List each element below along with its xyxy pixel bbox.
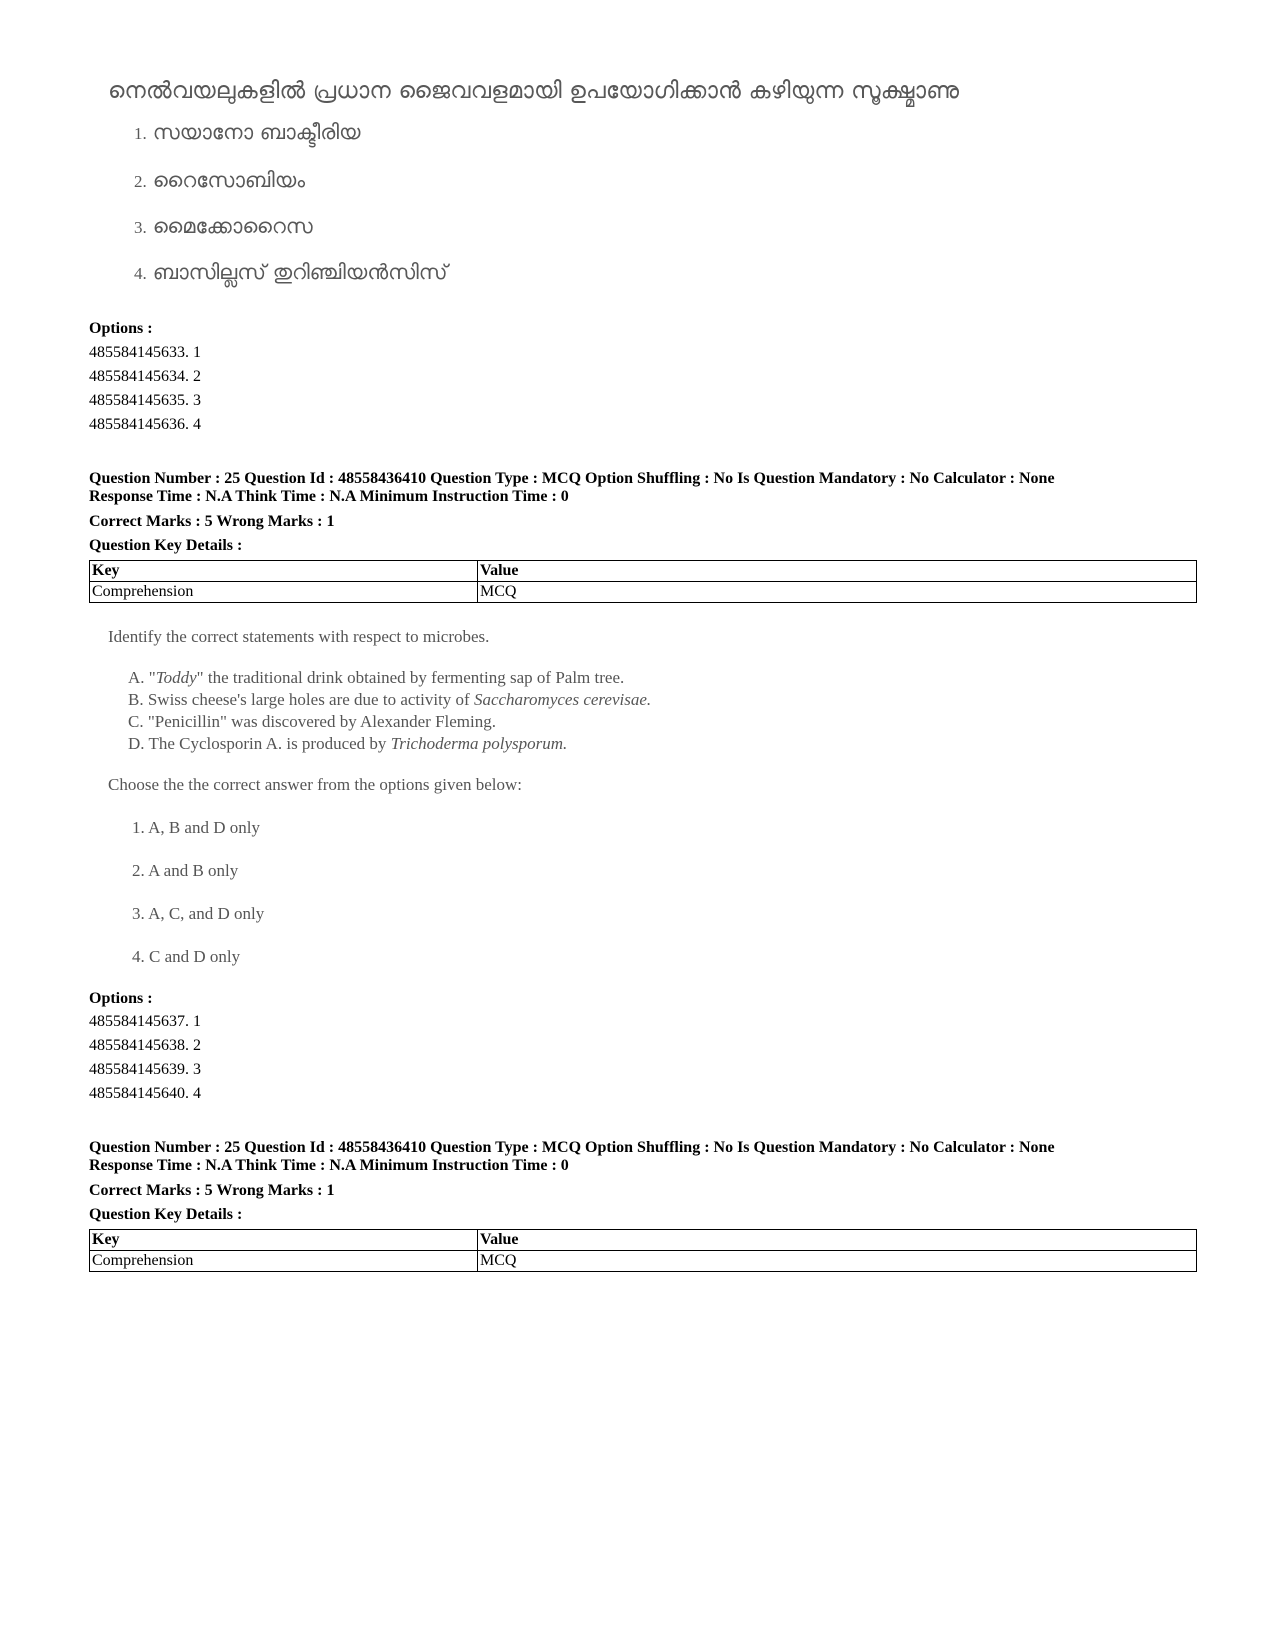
question-meta <box>89 1139 1199 1175</box>
table-header-row <box>90 561 1197 582</box>
choice-4 <box>134 260 448 285</box>
choice-1 <box>134 120 360 145</box>
table-header-value: Value <box>478 561 1197 582</box>
choice-2 <box>132 861 238 881</box>
statement-italic: Saccharomyces cerevisae. <box>473 690 652 709</box>
choice-text: A and B only <box>148 861 239 880</box>
statement-c: C. "Penicillin" was discovered by Alexander Fleming. <box>128 712 496 731</box>
question-meta-line1: Question Number : 25 Question Id : 48558436410 Question Type : MCQ Option Shuffling : No Is Question Mandatory : No Calculator : None <box>89 1139 1055 1156</box>
key-details-label: Question Key Details : <box>89 1206 243 1223</box>
question-stem: Identify the correct statements with respect to microbes. <box>108 627 490 646</box>
choice-number: 1. <box>134 124 147 143</box>
choice-4 <box>132 947 240 967</box>
choice-3 <box>132 904 264 924</box>
statement-d <box>128 734 567 754</box>
statement-text: A. " <box>128 668 156 687</box>
choice-number: 2. <box>134 172 147 191</box>
option-item: 485584145633. 1 <box>89 344 201 361</box>
table-row <box>90 1251 1197 1272</box>
option-item: 485584145639. 3 <box>89 1061 201 1078</box>
table-cell-value: MCQ <box>478 582 1197 603</box>
statement-text: D. The Cyclosporin A. is produced by <box>128 734 391 753</box>
choice-number: 4. <box>132 947 145 966</box>
statement-italic: Toddy <box>155 668 197 687</box>
options-label: Options : <box>89 990 153 1007</box>
table-header-key: Key <box>90 1230 478 1251</box>
choice-text: റൈസോബിയം <box>152 168 305 192</box>
option-item: 485584145636. 4 <box>89 416 201 433</box>
choice-number: 3. <box>132 904 145 923</box>
choose-instruction: Choose the the correct answer from the options given below: <box>108 775 523 794</box>
choice-text: A, C, and D only <box>148 904 265 923</box>
table-header-value: Value <box>478 1230 1197 1251</box>
choice-number: 3. <box>134 218 147 237</box>
choice-1 <box>132 818 260 838</box>
marks-line: Correct Marks : 5 Wrong Marks : 1 <box>89 1182 335 1199</box>
table-row <box>90 582 1197 603</box>
option-item: 485584145640. 4 <box>89 1085 201 1102</box>
statement-italic: Trichoderma polysporum. <box>390 734 568 753</box>
choice-number: 2. <box>132 861 145 880</box>
choice-2 <box>134 168 305 193</box>
option-item: 485584145638. 2 <box>89 1037 201 1054</box>
table-cell-key: Comprehension <box>90 582 478 603</box>
options-label: Options : <box>89 320 153 337</box>
option-item: 485584145634. 2 <box>89 368 201 385</box>
choice-text: സയാനോ ബാക്ടീരിയ <box>152 120 361 144</box>
choice-text: C and D only <box>149 947 241 966</box>
choice-text: മൈക്കോറൈസ <box>152 214 313 238</box>
question-stem-malayalam: നെൽവയലുകളിൽ പ്രധാന ജൈവവളമായി ഉപയോഗിക്കാൻ കഴിയുന്ന സൂക്ഷ്മാണു <box>108 78 960 104</box>
question-meta-line2: Response Time : N.A Think Time : N.A Minimum Instruction Time : 0 <box>89 488 569 505</box>
choice-number: 1. <box>132 818 145 837</box>
option-item: 485584145635. 3 <box>89 392 201 409</box>
choice-3 <box>134 214 313 239</box>
table-header-row <box>90 1230 1197 1251</box>
key-details-table <box>89 1229 1197 1272</box>
marks-line: Correct Marks : 5 Wrong Marks : 1 <box>89 513 335 530</box>
option-item: 485584145637. 1 <box>89 1013 201 1030</box>
question-meta <box>89 470 1199 506</box>
choice-number: 4. <box>134 264 147 283</box>
table-header-key: Key <box>90 561 478 582</box>
table-cell-key: Comprehension <box>90 1251 478 1272</box>
choice-text: A, B and D only <box>148 818 260 837</box>
statement-text: B. Swiss cheese's large holes are due to activity of <box>128 690 474 709</box>
key-details-table <box>89 560 1197 603</box>
statement-b <box>128 690 651 710</box>
choice-text: ബാസില്ലസ് തുറിഞ്ചിയൻസിസ് <box>152 260 448 284</box>
key-details-label: Question Key Details : <box>89 537 243 554</box>
statement-text: " the traditional drink obtained by fermenting sap of Palm tree. <box>196 668 625 687</box>
question-meta-line2: Response Time : N.A Think Time : N.A Minimum Instruction Time : 0 <box>89 1157 569 1174</box>
statement-a <box>128 668 624 688</box>
question-meta-line1: Question Number : 25 Question Id : 48558436410 Question Type : MCQ Option Shuffling : No Is Question Mandatory : No Calculator : None <box>89 470 1055 487</box>
table-cell-value: MCQ <box>478 1251 1197 1272</box>
